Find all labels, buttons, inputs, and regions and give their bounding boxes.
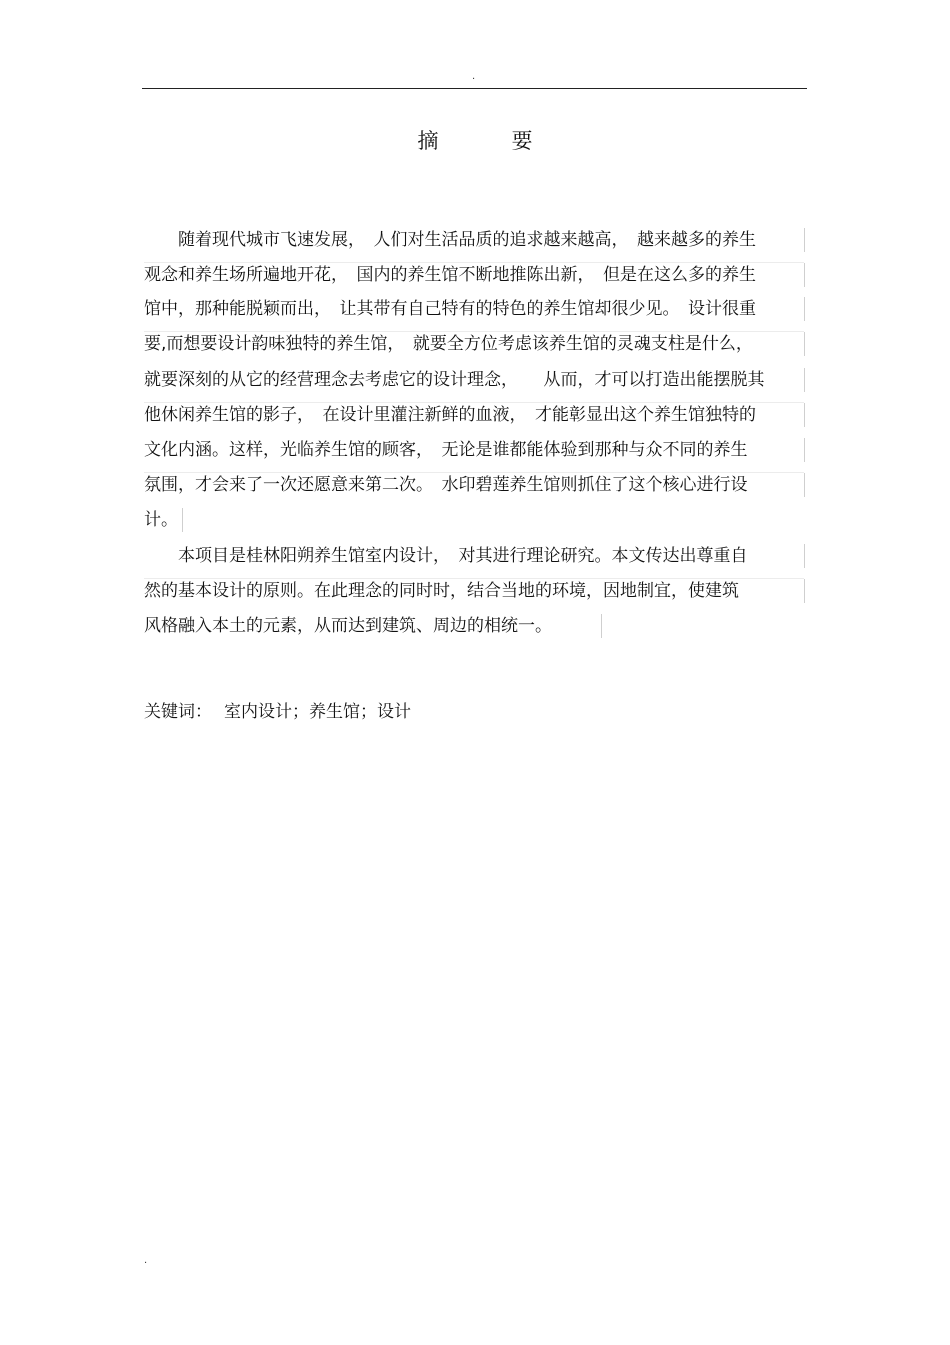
edge-mark (804, 263, 805, 287)
abstract-line: 然的基本设计的原则。在此理念的同时时，结合当地的环境，因地制宜，使建筑 (144, 581, 739, 601)
edge-mark (182, 508, 183, 532)
edge-mark (144, 578, 804, 579)
edge-mark (804, 438, 805, 462)
abstract-line: 就要深刻的从它的经营理念去考虑它的设计理念， 从而，才可以打造出能摆脱其 (144, 370, 765, 390)
edge-mark (601, 614, 602, 638)
keywords-label: 关键词： (144, 702, 212, 722)
keywords (144, 700, 411, 724)
edge-mark (804, 473, 805, 497)
edge-mark (804, 403, 805, 427)
header-rule (142, 88, 807, 89)
edge-mark (804, 579, 805, 603)
edge-mark (144, 472, 804, 473)
abstract-line: 随着现代城市飞速发展， 人们对生活品质的追求越来越高， 越来越多的养生 (144, 230, 756, 250)
abstract-line: 要,而想要设计韵味独特的养生馆， 就要全方位考虑该养生馆的灵魂支柱是什么， (144, 334, 753, 354)
edge-mark (144, 402, 804, 403)
keywords-value: 室内设计；养生馆；设计 (224, 702, 411, 722)
footer-mark: . (144, 1255, 148, 1266)
edge-mark (144, 262, 804, 263)
header-mark: . (472, 71, 476, 82)
abstract-line: 他休闲养生馆的影子， 在设计里灌注新鲜的血液， 才能彰显出这个养生馆独特的 (144, 405, 756, 425)
edge-mark (804, 297, 805, 321)
abstract-line: 观念和养生场所遍地开花， 国内的养生馆不断地推陈出新， 但是在这么多的养生 (144, 265, 756, 285)
edge-mark (804, 368, 805, 392)
abstract-line: 氛围，才会来了一次还愿意来第二次。 水印碧莲养生馆则抓住了这个核心进行设 (144, 475, 748, 495)
abstract-line: 馆中，那种能脱颖而出， 让其带有自己特有的特色的养生馆却很少见。 设计很重 (144, 299, 756, 319)
abstract-line: 风格融入本土的元素，从而达到建筑、周边的相统一。 (144, 616, 552, 636)
edge-mark (804, 544, 805, 568)
page-title: 摘 要 (417, 129, 559, 153)
abstract-line: 本项目是桂林阳朔养生馆室内设计， 对其进行理论研究。本文传达出尊重自 (144, 546, 748, 566)
abstract-line: 计。 (144, 510, 178, 530)
edge-mark (804, 228, 805, 252)
edge-mark (144, 331, 804, 332)
abstract-line: 文化内涵。这样，光临养生馆的顾客， 无论是谁都能体验到那种与众不同的养生 (144, 440, 748, 460)
edge-mark (804, 332, 805, 356)
